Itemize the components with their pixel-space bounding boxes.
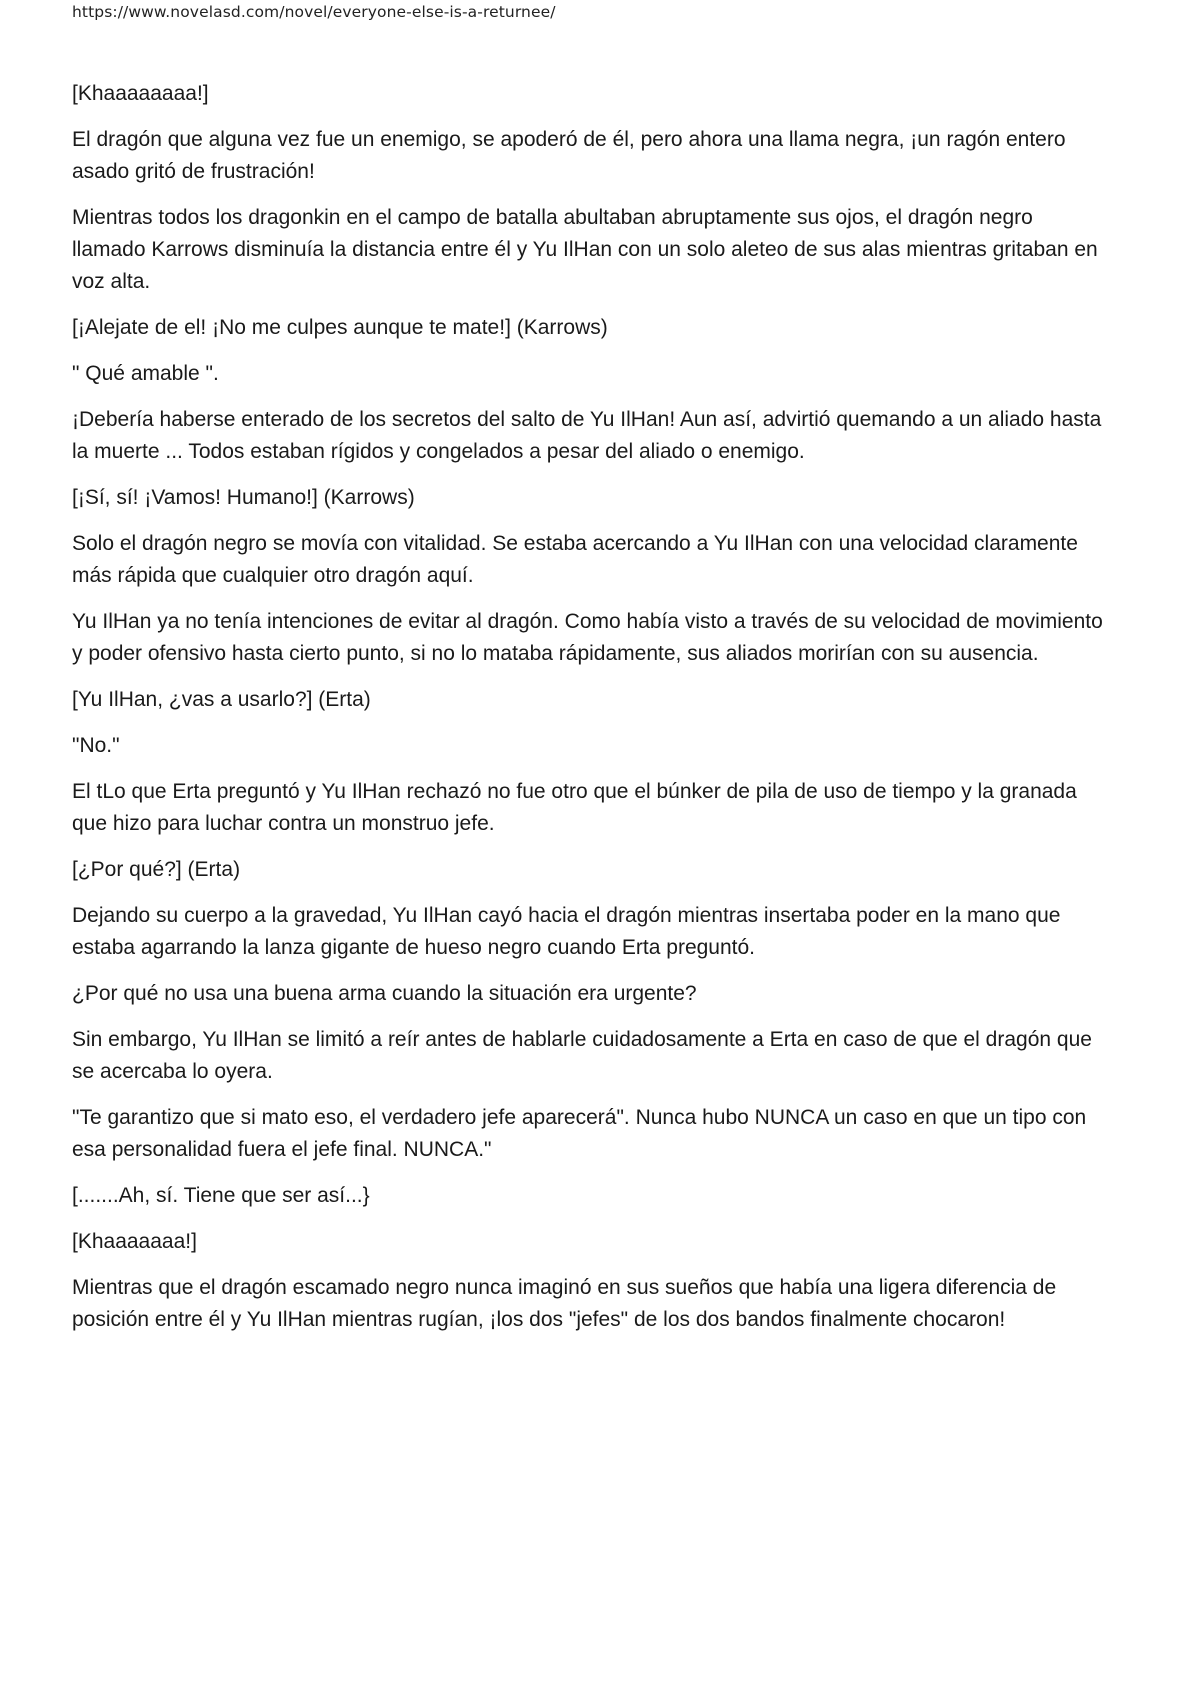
paragraph: "Te garantizo que si mato eso, el verdadero jefe aparecerá". Nunca hubo NUNCA un caso en que un tipo con esa personalidad fuera el jefe final. NUNCA." (72, 1106, 1087, 1161)
paragraph: ¿Por qué no usa una buena arma cuando la situación era urgente? (72, 982, 697, 1005)
paragraph: Sin embargo, Yu IlHan se limitó a reír antes de hablarle cuidadosamente a Erta en caso de que el dragón que se acercaba lo oyera. (72, 1028, 1092, 1083)
paragraph: Yu IlHan ya no tenía intenciones de evitar al dragón. Como había visto a través de su velocidad de movimiento y poder ofensivo hasta cierto punto, si no lo mataba rápidamente, sus aliados morirían con su ausencia. (72, 610, 1103, 665)
paragraph: [¡Alejate de el! ¡No me culpes aunque te mate!] (Karrows) (72, 316, 608, 339)
paragraph: [.......Ah, sí. Tiene que ser así...} (72, 1184, 370, 1207)
paragraph: [Yu IlHan, ¿vas a usarlo?] (Erta) (72, 688, 371, 711)
paragraph: El dragón que alguna vez fue un enemigo, se apoderó de él, pero ahora una llama negra, ¡un ragón entero asado gritó de frustración! (72, 128, 1066, 183)
paragraph: ¡Debería haberse enterado de los secretos del salto de Yu IlHan! Aun así, advirtió quemando a un aliado hasta la muerte ... Todos estaban rígidos y congelados a pesar del aliado o enemigo. (72, 408, 1102, 463)
paragraph: [Khaaaaaaaa!] (72, 82, 209, 105)
paragraph: [¡Sí, sí! ¡Vamos! Humano!] (Karrows) (72, 486, 415, 509)
paragraph: Solo el dragón negro se movía con vitalidad. Se estaba acercando a Yu IlHan con una velocidad claramente más rápida que cualquier otro dragón aquí. (72, 532, 1078, 587)
paragraph: El tLo que Erta preguntó y Yu IlHan rechazó no fue otro que el búnker de pila de uso de tiempo y la granada que hizo para luchar contra un monstruo jefe. (72, 780, 1077, 835)
paragraph: Dejando su cuerpo a la gravedad, Yu IlHan cayó hacia el dragón mientras insertaba poder en la mano que estaba agarrando la lanza gigante de hueso negro cuando Erta preguntó. (72, 904, 1061, 959)
source-url: https://www.novelasd.com/novel/everyone-else-is-a-returnee/ (72, 3, 556, 21)
paragraph: Mientras todos los dragonkin en el campo de batalla abultaban abruptamente sus ojos, el dragón negro llamado Karrows disminuía la distancia entre él y Yu IlHan con un solo aleteo de sus alas mientras gritaban en voz alta. (72, 206, 1098, 293)
paragraph: "No." (72, 734, 120, 757)
paragraph: [¿Por qué?] (Erta) (72, 858, 241, 881)
paragraph: Mientras que el dragón escamado negro nunca imaginó en sus sueños que había una ligera diferencia de posición entre él y Yu IlHan mientras rugían, ¡los dos "jefes" de los dos bandos finalmente chocaron! (72, 1276, 1057, 1331)
chapter-text (72, 78, 1112, 1350)
paragraph: [Khaaaaaaa!] (72, 1230, 197, 1253)
paragraph: " Qué amable ". (72, 362, 219, 385)
